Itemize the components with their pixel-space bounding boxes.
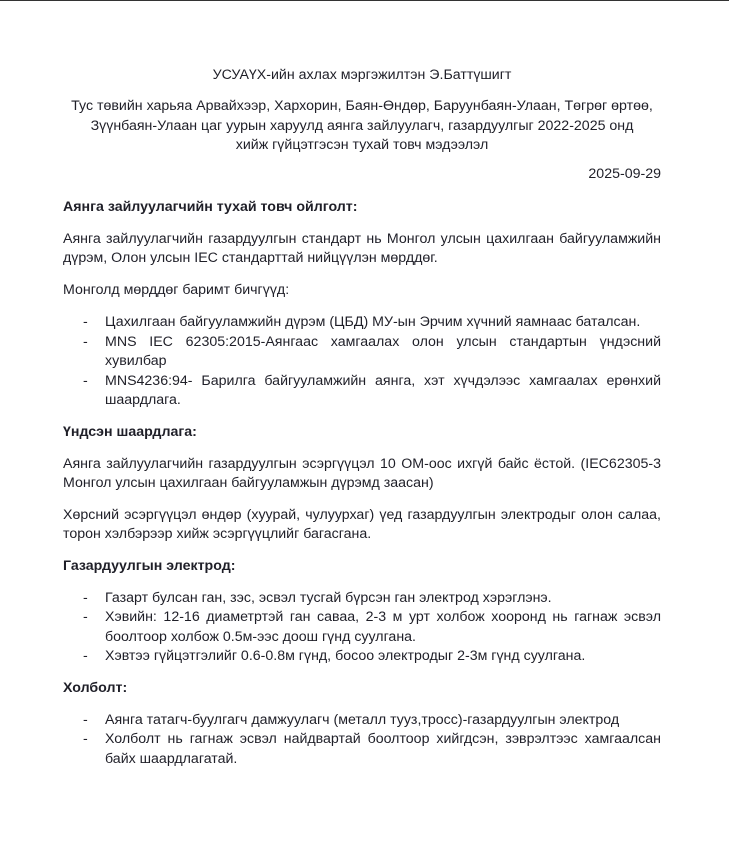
subject-line: Зүүнбаян-Улаан цаг уурын харуулд аянга зайлуулагч, газардуулгыг 2022-2025 онд (90, 117, 634, 134)
dash-bullet-icon: - (83, 333, 88, 350)
list-item (63, 333, 661, 372)
list-item (63, 730, 661, 769)
section-heading: Холболт: (63, 679, 128, 696)
list-item-text: Холболт нь гагнаж эсвэл найдвартай боолтоор хийгдсэн, зэврэлтээс хамгаалсан байх шаардлагатай. (105, 731, 661, 767)
dash-bullet-icon: - (83, 648, 88, 664)
author-line: УСУАҮХ-ийн ахлах мэргэжилтэн Э.Баттүшигт (212, 67, 512, 83)
dash-bullet-icon: - (83, 372, 88, 389)
list-item-text: Хэвийн: 12-16 диаметртэй ган саваа, 2-3 м урт холбож хооронд нь гагнаж эсвэл боолтоор холбож 0.5м-ээс доош гүнд суулгана. (105, 609, 661, 645)
list-item-text: MNS IEC 62305:2015-Аянгаас хамгаалах олон улсын стандартын үндэсний хувилбар (105, 333, 661, 369)
bullet-list (63, 313, 661, 411)
document-date: 2025-09-29 (588, 166, 661, 182)
list-item (63, 313, 661, 333)
dash-bullet-icon: - (83, 589, 88, 606)
list-item-text: Цахилгаан байгууламжийн дүрэм (ЦБД) МУ-ын Эрчим хүчний яамнаас баталсан. (105, 314, 641, 330)
subject-line: хийж гүйцэтгэсэн тухай товч мэдээлэл (235, 137, 489, 153)
list-item-text: MNS4236:94- Барилга байгууламжийн аянга, хэт хүчдэлээс хамгаалах ерөнхий шаардлага. (105, 372, 661, 408)
list-item (63, 647, 661, 667)
list-item-text: Газарт булсан ган, зэс, эсвэл тусгай бүрсэн ган электрод хэрэглэнэ. (105, 589, 552, 606)
bullet-list (63, 711, 661, 770)
document-subject (55, 97, 669, 156)
paragraph: Аянга зайлуулагчийн газардуулгын эсэргүүцэл 10 ОМ-оос ихгүй байс ёстой. (IEC62305-3 Монгол улсын цахилгаан байгууламжын дүрэмд заасан) (63, 455, 661, 491)
dash-bullet-icon: - (83, 711, 88, 728)
section-lightning-overview (63, 198, 661, 411)
section-heading: Үндсэн шаардлага: (63, 423, 197, 440)
list-item (63, 372, 661, 411)
list-item-text: Аянга татагч-буулгагч дамжуулагч (металл тууз,тросс)-газардуулгын электрод (105, 711, 620, 728)
paragraph: Хөрсний эсэргүүцэл өндөр (хуурай, чулуурхаг) үед газардуулгын электродыг олон салаа, торон хэлбэрээр хийж эсэргүүцлийг багасгана. (63, 506, 661, 542)
dash-bullet-icon: - (83, 314, 88, 330)
section-heading: Аянга зайлуулагчийн тухай товч ойлголт: (63, 199, 358, 215)
dash-bullet-icon: - (83, 609, 88, 625)
section-heading: Газардуулгын электрод: (63, 557, 236, 574)
bullet-list (63, 589, 661, 667)
list-item (63, 711, 661, 731)
document-body (63, 198, 661, 781)
dash-bullet-icon: - (83, 731, 88, 747)
section-grounding-electrode (63, 557, 661, 667)
list-item (63, 589, 661, 609)
paragraph: Монголд мөрддөг баримт бичгүүд: (63, 282, 290, 298)
paragraph: Аянга зайлуулагчийн газардуулгын стандарт нь Монгол улсын цахилгаан байгууламжийн дүрэм, Олон улсын IEC стандарттай нийцүүлэн мөрддөг. (63, 231, 661, 266)
section-connection (63, 679, 661, 770)
subject-line: Тус төвийн харьяа Арвайхээр, Хархорин, Баян-Өндөр, Баруунбаян-Улаан, Төгрөг өртөө, (71, 98, 653, 114)
list-item (63, 608, 661, 647)
list-item-text: Хэвтээ гүйцэтгэлийг 0.6-0.8м гүнд, босоо электродыг 2-3м гүнд суулгана. (105, 648, 586, 664)
section-basic-requirements (63, 423, 661, 544)
